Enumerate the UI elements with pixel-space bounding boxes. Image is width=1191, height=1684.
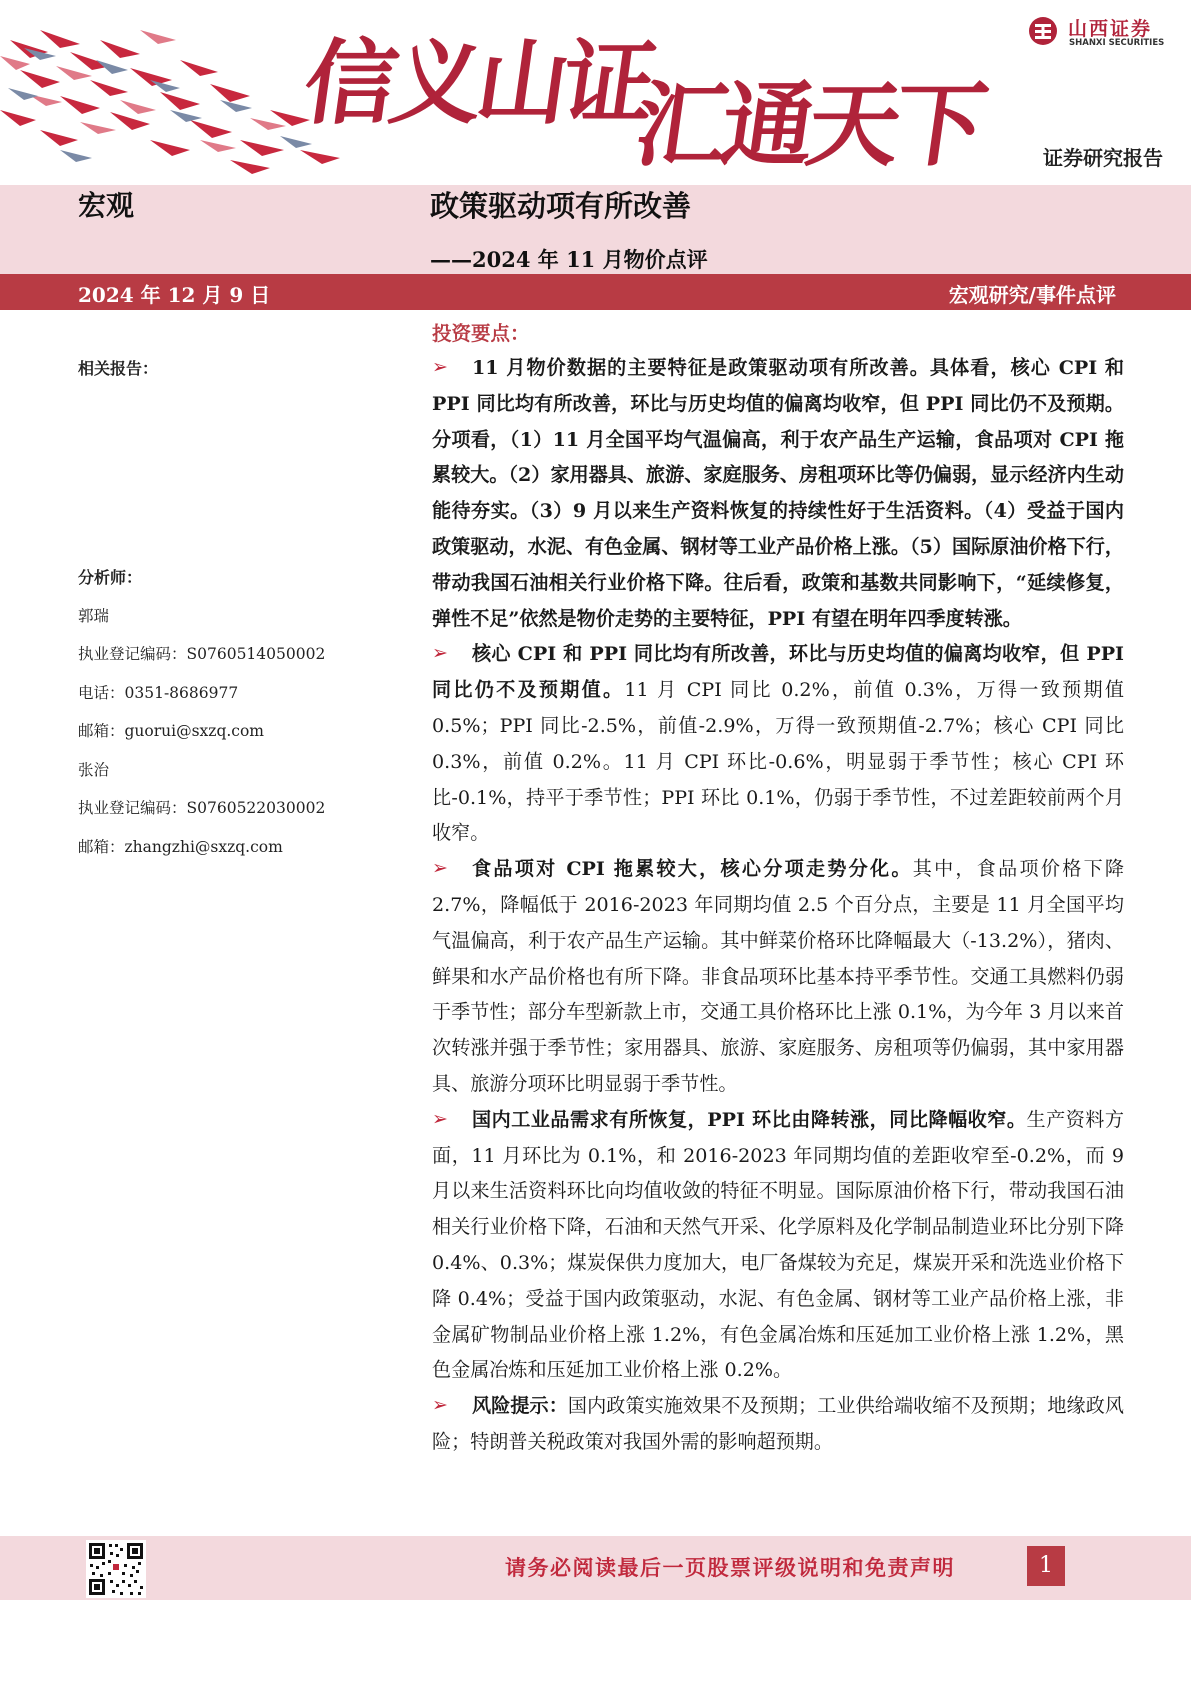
key-point-1 (432, 350, 1124, 636)
key-point-2-text: 11 月 CPI 同比 0.2%，前值 0.3%，万得一致预期值 0.5%；PPI 同比-2.5%，前值-2.9%，万得一致预期值-2.7%；核心 CPI 同比 0.3%，前值 0.2%。11 月 CPI 环比-0.6%，明显弱于季节性；核心 CPI 环比-0.1%，持平于季节性；PPI 环比 0.1%，仍弱于季节性，不过差距较前两个月收窄。 (432, 678, 1124, 845)
bullet-arrow-icon: ➢ (432, 642, 448, 665)
report-section: 宏观研究/事件点评 (948, 283, 1116, 307)
analyst2-registration: 执业登记编码：S0760522030002 (78, 799, 326, 817)
risk-warning (432, 1388, 1124, 1460)
logo-mark-icon (1028, 16, 1058, 46)
analyst1-name: 郭瑞 (78, 607, 110, 625)
logo-chinese-name: 山西证券 (1068, 18, 1153, 40)
analyst2-email[interactable]: 邮箱：zhangzhi@sxzq.com (78, 838, 283, 856)
slogan-part1: 信义山证 (297, 30, 657, 137)
analyst1-registration: 执业登记编码：S0760514050002 (78, 645, 326, 663)
bullet-arrow-icon: ➢ (432, 356, 448, 378)
report-category: 宏观 (78, 189, 135, 222)
report-type-label: 证券研究报告 (1043, 146, 1163, 170)
logo-english-name: SHANXI SECURITIES (1069, 38, 1165, 48)
key-points-title: 投资要点： (432, 322, 530, 345)
header-banner (0, 0, 1191, 185)
risk-warning-heading: 风险提示： (472, 1394, 568, 1418)
bullet-arrow-icon: ➢ (432, 1107, 448, 1130)
key-point-3-text: 其中，食品项价格下降 2.7%，降幅低于 2016-2023 年同期均值 2.5 个百分点，主要是 11 月全国平均气温偏高，利于农产品生产运输。其中鲜菜价格环比降幅最大（-13.2%），猪肉、鲜果和水产品价格也有所下降。非食品项环比基本持平季节性。交通工具燃料仍弱于季节性；部分车型新款上市，交通工具价格环比上涨 0.1%，为今年 3 月以来首次转涨并强于季节性；家用器具、旅游、家庭服务、房租项等仍偏弱，其中家用器具、旅游分项环比明显弱于季节性。 (432, 857, 1125, 1095)
bullet-arrow-icon: ➢ (432, 1394, 448, 1417)
slogan-part2: 汇通天下 (628, 72, 988, 179)
report-subtitle: ——2024 年 11 月物价点评 (430, 247, 708, 272)
report-date: 2024 年 12 月 9 日 (78, 283, 271, 307)
key-point-4-heading: 国内工业品需求有所恢复，PPI 环比由降转涨，同比降幅收窄。 (472, 1107, 1027, 1131)
key-point-1-text: 11 月物价数据的主要特征是政策驱动项有所改善。具体看，核心 CPI 和 PPI 同比均有所改善，环比与历史均值的偏离均收窄，但 PPI 同比仍不及预期。分项看，（1）11 月全国平均气温偏高，利于农产品生产运输，食品项对 CPI 拖累较大。（2）家用器具、旅游、家庭服务、房租项环比等仍偏弱，显示经济内生动能待夯实。（3）9 月以来生产资料恢复的持续性好于生活资料。（4）受益于国内政策驱动，水泥、有色金属、钢材等工业产品价格上涨。（5）国际原油价格下行，带动我国石油相关行业价格下降。往后看，政策和基数共同影响下，“延续修复，弹性不足”依然是物价走势的主要特征，PPI 有望在明年四季度转涨。 (432, 356, 1124, 630)
footer-disclaimer: 请务必阅读最后一页股票评级说明和免责声明 (505, 1555, 955, 1580)
key-point-4 (432, 1102, 1124, 1388)
page-number: 1 (1027, 1546, 1065, 1586)
key-point-4-text: 生产资料方面，11 月环比为 0.1%，和 2016-2023 年同期均值的差距收窄至-0.2%，而 9 月以来生活资料环比向均值收敛的特征不明显。国际原油价格下行，带动我国石油相关行业价格下降，石油和天然气开采、化学原料及化学制品制造业环比分别下降 0.4%、0.3%；煤炭保供力度加大，电厂备煤较为充足，煤炭开采和洗选业价格下降 0.4%；受益于国内政策驱动，水泥、有色金属、钢材等工业产品价格上涨，非金属矿物制品业价格上涨 1.2%，有色金属冶炼和压延加工业价格上涨 1.2%，黑色金属冶炼和压延加工业价格上涨 0.2%。 (432, 1107, 1125, 1382)
analyst2-name: 张治 (78, 761, 110, 779)
key-point-3 (432, 851, 1124, 1102)
analyst1-phone: 电话：0351-8686977 (78, 684, 239, 702)
analyst1-email[interactable]: 邮箱：guorui@sxzq.com (78, 722, 265, 740)
analyst-label: 分析师： (78, 568, 143, 587)
key-point-2-heading: 核心 CPI 和 PPI 同比均有所改善，环比与历史均值的偏离均收窄，但 PPI 同比仍不及预期值。 (432, 642, 1124, 702)
report-title: 政策驱动项有所改善 (430, 189, 692, 223)
related-reports-label: 相关报告： (78, 359, 159, 378)
key-point-2 (432, 636, 1124, 851)
qr-code-icon (86, 1540, 146, 1598)
company-logo (1028, 14, 1168, 50)
risk-warning-text: 国内政策实施效果不及预期；工业供给端收缩不及预期；地缘政风险；特朗普关税政策对我国外需的影响超预期。 (432, 1394, 1125, 1453)
main-content (432, 318, 1124, 1460)
key-point-3-heading: 食品项对 CPI 拖累较大，核心分项走势分化。 (472, 857, 913, 881)
bullet-arrow-icon: ➢ (432, 857, 448, 880)
